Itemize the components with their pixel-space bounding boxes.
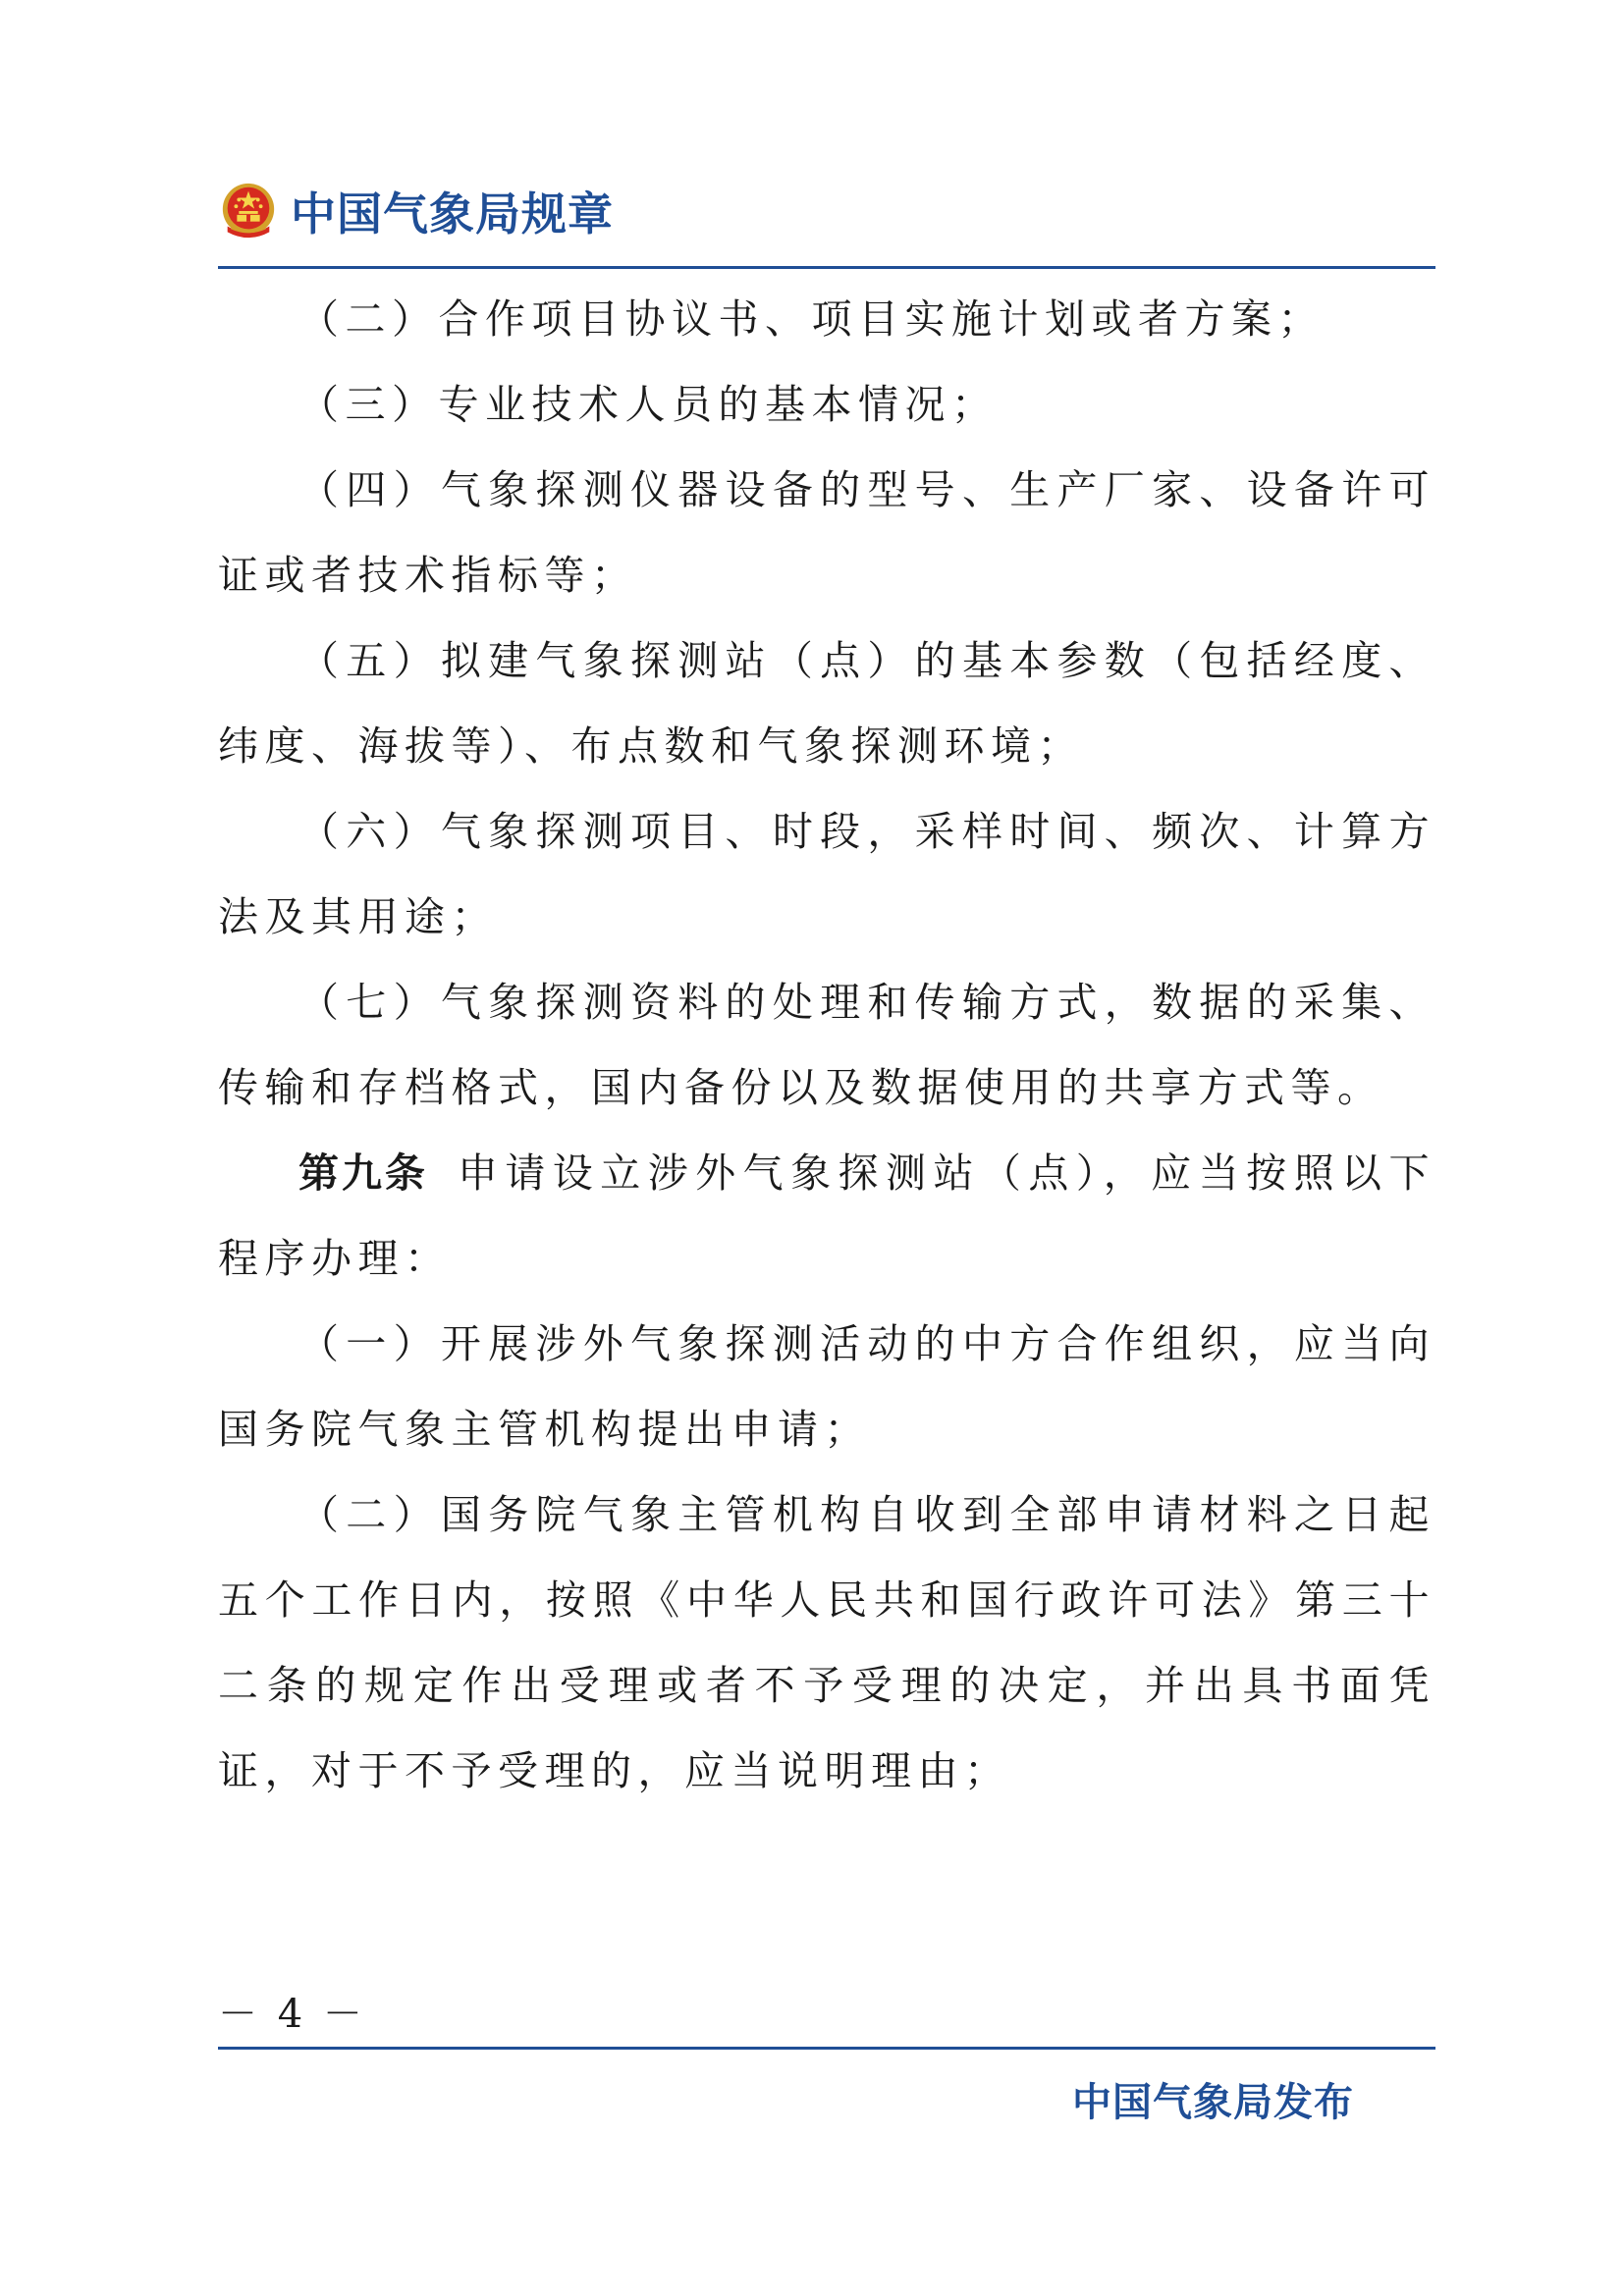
clause-paragraph bbox=[218, 448, 1435, 618]
clause-paragraph bbox=[218, 960, 1435, 1131]
header-title: 中国气象局规章 bbox=[291, 187, 614, 240]
clause-paragraph bbox=[218, 1302, 1435, 1472]
paragraph-text: （四）气象探测仪器设备的型号、生产厂家、设备许可证或者技术指标等； bbox=[218, 466, 1435, 599]
paragraph-text: （二）合作项目协议书、项目实施计划或者方案； bbox=[298, 295, 1325, 343]
article-paragraph bbox=[218, 1131, 1435, 1302]
footer-publisher: 中国气象局发布 bbox=[1072, 2080, 1354, 2125]
clause-paragraph bbox=[218, 277, 1435, 362]
document-body bbox=[218, 277, 1435, 1814]
national-emblem-icon bbox=[218, 181, 279, 241]
paragraph-text: （一）开展涉外气象探测活动的中方合作组织，应当向国务院气象主管机构提出申请； bbox=[218, 1320, 1435, 1453]
paragraph-text: （五）拟建气象探测站（点）的基本参数（包括经度、纬度、海拔等）、布点数和气象探测环境； bbox=[218, 637, 1435, 770]
header-divider bbox=[218, 266, 1435, 269]
clause-paragraph bbox=[218, 362, 1435, 448]
paragraph-text: （二）国务院气象主管机构自收到全部申请材料之日起五个工作日内，按照《中华人民共和国行政许可法》第三十二条的规定作出受理或者不予受理的决定，并出具书面凭证，对于不予受理的，应当说明理由； bbox=[218, 1491, 1435, 1794]
paragraph-text: 申请设立涉外气象探测站（点），应当按照以下程序办理： bbox=[218, 1149, 1436, 1282]
paragraph-text: （三）专业技术人员的基本情况； bbox=[298, 381, 999, 428]
page-number: － 4 － bbox=[218, 1992, 366, 2037]
page-header bbox=[218, 177, 614, 245]
article-number: 第九条 bbox=[298, 1149, 428, 1197]
paragraph-text: （六）气象探测项目、时段，采样时间、频次、计算方法及其用途； bbox=[218, 808, 1435, 940]
paragraph-text: （七）气象探测资料的处理和传输方式，数据的采集、传输和存档格式，国内备份以及数据使用的共享方式等。 bbox=[218, 979, 1435, 1111]
footer-divider bbox=[218, 2047, 1435, 2050]
clause-paragraph bbox=[218, 789, 1435, 960]
clause-paragraph bbox=[218, 618, 1435, 789]
clause-paragraph bbox=[218, 1472, 1435, 1814]
